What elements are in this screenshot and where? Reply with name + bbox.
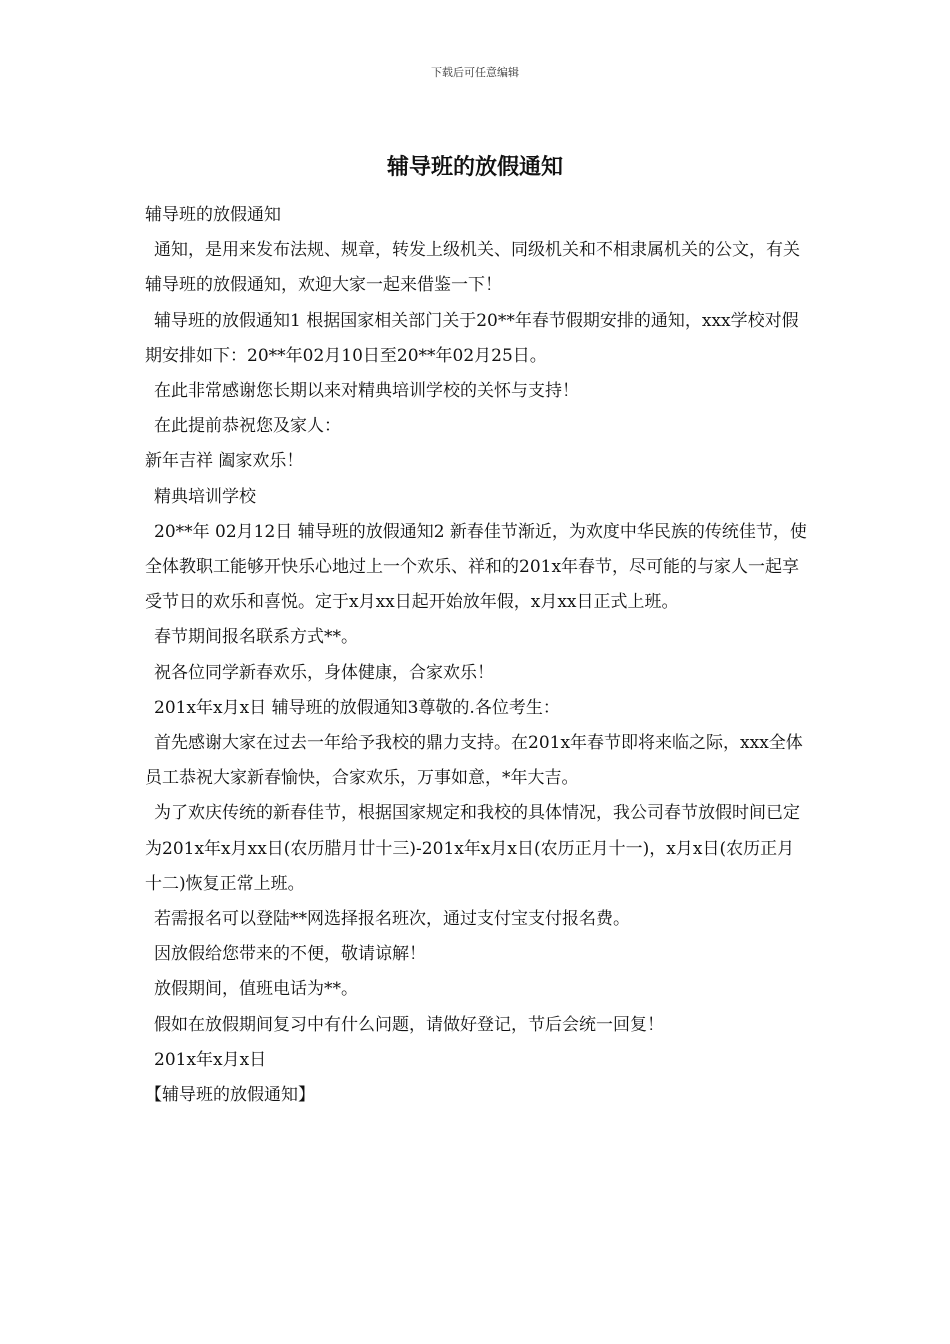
body-paragraph-date: 201x年x月x日 <box>154 1049 267 1070</box>
body-paragraph-apology: 因放假给您带来的不便，敬请谅解！ <box>154 944 426 965</box>
body-paragraph-duty-phone: 放假期间，值班电话为**。 <box>154 979 358 1000</box>
body-paragraph-contact: 春节期间报名联系方式**。 <box>154 627 358 648</box>
body-paragraph-notice-3: 201x年x月x日 辅导班的放假通知3尊敬的.各位考生： <box>154 697 560 718</box>
body-paragraph-school-signature: 精典培训学校 <box>154 486 256 507</box>
body-paragraph-registration: 若需报名可以登陆**网选择报名班次，通过支付宝支付报名费。 <box>154 909 630 930</box>
body-paragraph-questions: 假如在放假期间复习中有什么问题，请做好登记，节后会统一回复！ <box>154 1014 664 1035</box>
body-paragraph-wishes: 新年吉祥 阖家欢乐！ <box>145 451 304 472</box>
document-title: 辅导班的放假通知 <box>386 154 563 180</box>
body-paragraph-notice-1: 辅导班的放假通知1 根据国家相关部门关于20**年春节假期安排的通知，xxx学校对假期安排如下：20**年02月10日至20**年02月25日。 <box>145 310 799 366</box>
body-paragraph-notice-2: 20**年 02月12日 辅导班的放假通知2 新春佳节渐近，为欢度中华民族的传统佳节，使全体教职工能够开快乐心地过上一个欢乐、祥和的201x年春节，尽可能的与家人一起享受节日的欢乐和喜悦。定于x月xx日起开始放年假，x月xx日正式上班。 <box>145 521 807 613</box>
body-paragraph-intro: 通知，是用来发布法规、规章，转发上级机关、同级机关和不相隶属机关的公文，有关辅导班的放假通知，欢迎大家一起来借鉴一下！ <box>145 240 800 296</box>
page-header-note: 下载后可任意编辑 <box>431 66 519 79</box>
body-paragraph-schedule: 为了欢庆传统的新春佳节，根据国家规定和我校的具体情况，我公司春节放假时间已定为201x年x月xx日(农历腊月廿十三)-201x年x月x日(农历正月十一)，x月x日(农历正月十二)恢复正常上班。 <box>145 803 800 894</box>
body-paragraph-greeting: 在此提前恭祝您及家人： <box>154 416 341 437</box>
body-paragraph-closing-title: 【辅导班的放假通知】 <box>145 1085 315 1106</box>
body-paragraph-subtitle: 辅导班的放假通知 <box>145 205 281 225</box>
body-paragraph-thanks: 在此非常感谢您长期以来对精典培训学校的关怀与支持！ <box>154 381 579 402</box>
body-paragraph-blessing: 祝各位同学新春欢乐，身体健康，合家欢乐！ <box>154 662 494 683</box>
body-paragraph-appreciation: 首先感谢大家在过去一年给予我校的鼎力支持。在201x年春节即将来临之际，xxx全体员工恭祝大家新春愉快，合家欢乐，万事如意，*年大吉。 <box>145 733 803 789</box>
document-body <box>145 198 807 1113</box>
